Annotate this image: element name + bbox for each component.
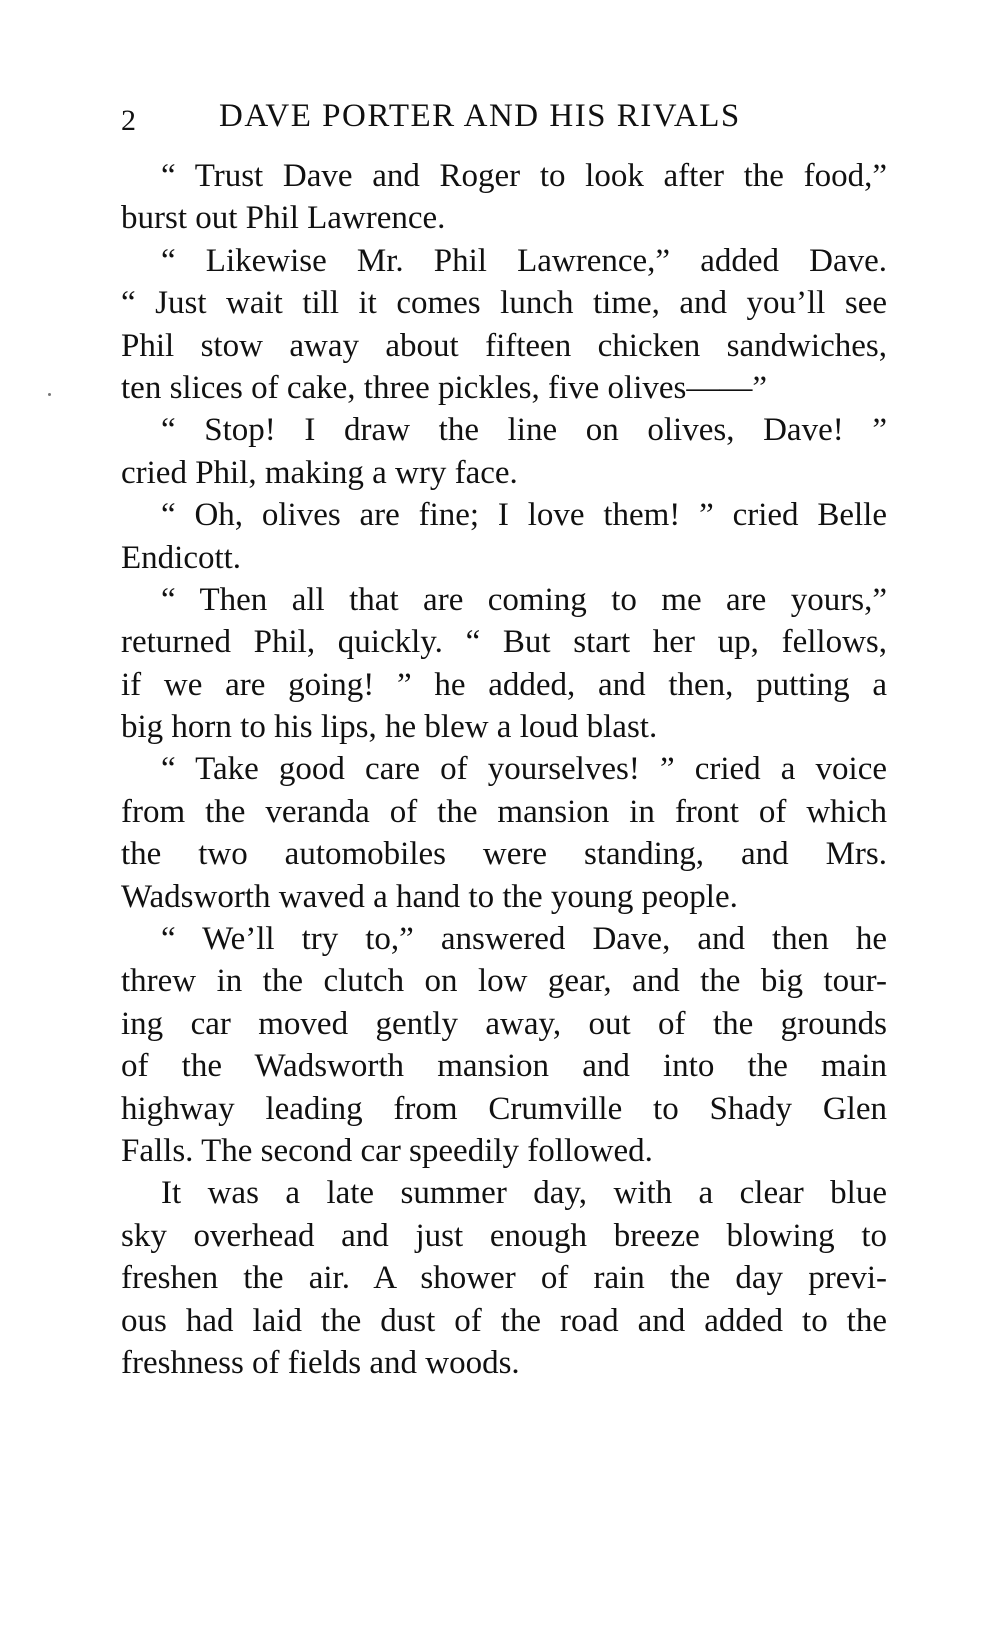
- text-line: Phil stow away about fifteen chicken sandwiches,: [121, 327, 887, 364]
- text-line: sky overhead and just enough breeze blowing to: [121, 1217, 887, 1254]
- text-line: “ Oh, olives are fine; I love them! ” cried Belle: [161, 497, 887, 534]
- text-line: “ Take good care of yourselves! ” cried a voice: [161, 751, 887, 788]
- text-line: “ Just wait till it comes lunch time, and you’ll see: [121, 285, 887, 322]
- text-line: burst out Phil Lawrence.: [121, 200, 446, 237]
- running-head: [121, 98, 887, 146]
- text-line: from the veranda of the mansion in front of which: [121, 793, 887, 830]
- text-line: returned Phil, quickly. “ But start her up, fellows,: [121, 624, 887, 661]
- text-line: Wadsworth waved a hand to the young people.: [121, 878, 738, 915]
- text-line: Endicott.: [121, 539, 242, 576]
- text-line: highway leading from Crumville to Shady Glen: [121, 1090, 887, 1127]
- body-text: [121, 155, 887, 1384]
- text-line: Falls. The second car speedily followed.: [121, 1132, 653, 1169]
- text-line: freshen the air. A shower of rain the day previ-: [121, 1260, 887, 1297]
- text-line: the two automobiles were standing, and Mrs.: [121, 836, 887, 873]
- page-number: 2: [121, 104, 138, 137]
- text-line: freshness of fields and woods.: [121, 1344, 520, 1381]
- text-line: ous had laid the dust of the road and added to the: [121, 1302, 887, 1339]
- text-line: of the Wadsworth mansion and into the main: [121, 1048, 887, 1085]
- text-line: ing car moved gently away, out of the grounds: [121, 1005, 887, 1042]
- text-line: “ Likewise Mr. Phil Lawrence,” added Dave.: [161, 242, 887, 279]
- text-line: “ Trust Dave and Roger to look after the food,”: [161, 158, 887, 194]
- text-line: “ Then all that are coming to me are yours,”: [161, 581, 887, 618]
- text-line: cried Phil, making a wry face.: [121, 454, 518, 491]
- text-line: threw in the clutch on low gear, and the big tour-: [121, 963, 887, 1000]
- text-line: ten slices of cake, three pickles, five olives——”: [121, 369, 768, 406]
- text-line: “ We’ll try to,” answered Dave, and then he: [161, 921, 887, 958]
- text-line: if we are going! ” he added, and then, putting a: [121, 666, 887, 703]
- text-line: “ Stop! I draw the line on olives, Dave! ”: [161, 412, 887, 449]
- print-speck: [48, 393, 51, 396]
- text-line: It was a late summer day, with a clear blue: [161, 1175, 887, 1212]
- running-title: DAVE PORTER AND HIS RIVALS: [219, 98, 741, 134]
- text-line: big horn to his lips, he blew a loud blast.: [121, 709, 658, 746]
